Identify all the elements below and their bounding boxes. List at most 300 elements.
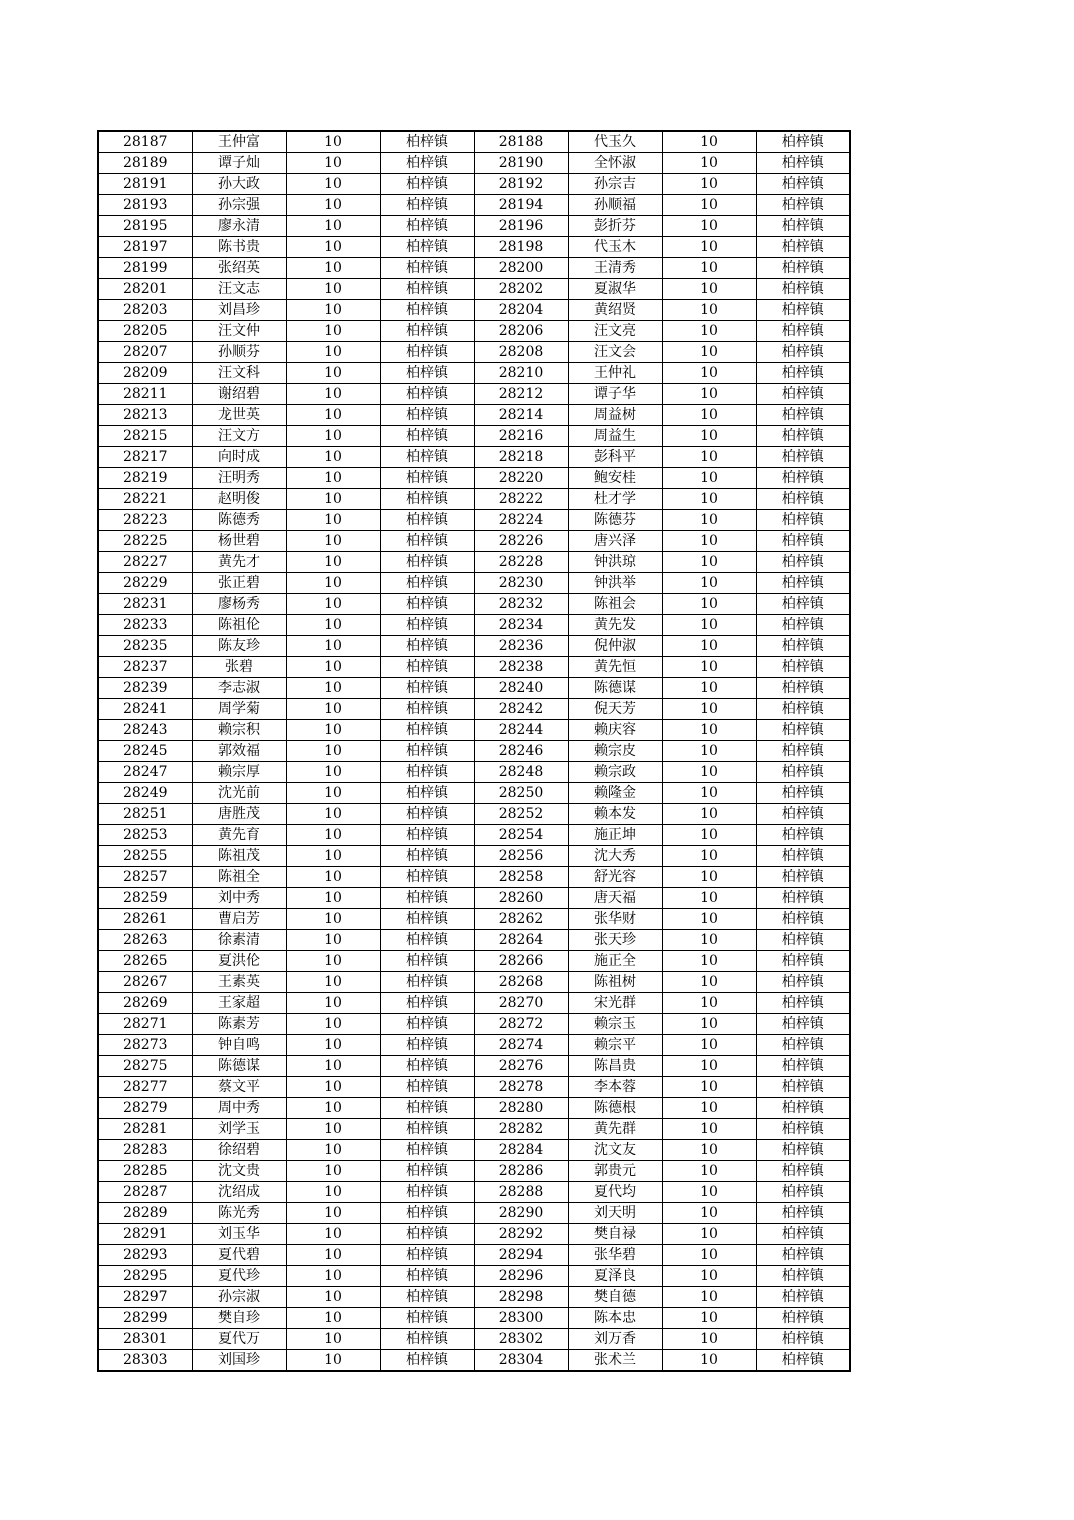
table-row: [98, 363, 850, 384]
town-cell: 柏梓镇: [380, 888, 474, 909]
name-cell: 李本蓉: [568, 1077, 662, 1098]
id-cell: 28276: [474, 1056, 568, 1077]
amount-cell: 10: [286, 573, 380, 594]
amount-cell: 10: [286, 153, 380, 174]
name-cell: 陈德秀: [192, 510, 286, 531]
amount-cell: 10: [662, 930, 756, 951]
table-row: [98, 783, 850, 804]
table-row: [98, 279, 850, 300]
id-cell: 28280: [474, 1098, 568, 1119]
id-cell: 28188: [474, 131, 568, 153]
id-cell: 28222: [474, 489, 568, 510]
town-cell: 柏梓镇: [380, 1182, 474, 1203]
town-cell: 柏梓镇: [756, 510, 850, 531]
name-cell: 陈德谋: [192, 1056, 286, 1077]
table-row: [98, 867, 850, 888]
name-cell: 陈德芬: [568, 510, 662, 531]
id-cell: 28245: [98, 741, 192, 762]
id-cell: 28271: [98, 1014, 192, 1035]
amount-cell: 10: [662, 174, 756, 195]
id-cell: 28203: [98, 300, 192, 321]
name-cell: 刘昌珍: [192, 300, 286, 321]
name-cell: 黄先恒: [568, 657, 662, 678]
town-cell: 柏梓镇: [380, 510, 474, 531]
amount-cell: 10: [286, 426, 380, 447]
id-cell: 28287: [98, 1182, 192, 1203]
amount-cell: 10: [662, 1077, 756, 1098]
table-row: [98, 1014, 850, 1035]
town-cell: 柏梓镇: [380, 153, 474, 174]
amount-cell: 10: [286, 279, 380, 300]
town-cell: 柏梓镇: [380, 1014, 474, 1035]
id-cell: 28284: [474, 1140, 568, 1161]
town-cell: 柏梓镇: [756, 258, 850, 279]
id-cell: 28230: [474, 573, 568, 594]
town-cell: 柏梓镇: [380, 131, 474, 153]
name-cell: 刘天明: [568, 1203, 662, 1224]
name-cell: 赖宗积: [192, 720, 286, 741]
amount-cell: 10: [662, 1287, 756, 1308]
town-cell: 柏梓镇: [756, 930, 850, 951]
id-cell: 28286: [474, 1161, 568, 1182]
name-cell: 王素英: [192, 972, 286, 993]
town-cell: 柏梓镇: [380, 594, 474, 615]
table-row: [98, 678, 850, 699]
amount-cell: 10: [286, 846, 380, 867]
id-cell: 28246: [474, 741, 568, 762]
id-cell: 28232: [474, 594, 568, 615]
id-cell: 28283: [98, 1140, 192, 1161]
town-cell: 柏梓镇: [756, 720, 850, 741]
id-cell: 28213: [98, 405, 192, 426]
amount-cell: 10: [286, 594, 380, 615]
id-cell: 28290: [474, 1203, 568, 1224]
amount-cell: 10: [662, 405, 756, 426]
name-cell: 孙大政: [192, 174, 286, 195]
amount-cell: 10: [662, 216, 756, 237]
name-cell: 樊自禄: [568, 1224, 662, 1245]
town-cell: 柏梓镇: [756, 216, 850, 237]
id-cell: 28263: [98, 930, 192, 951]
table-row: [98, 930, 850, 951]
id-cell: 28268: [474, 972, 568, 993]
table-row: [98, 699, 850, 720]
id-cell: 28216: [474, 426, 568, 447]
amount-cell: 10: [662, 573, 756, 594]
name-cell: 黄先育: [192, 825, 286, 846]
id-cell: 28265: [98, 951, 192, 972]
amount-cell: 10: [662, 615, 756, 636]
amount-cell: 10: [662, 1350, 756, 1372]
id-cell: 28298: [474, 1287, 568, 1308]
id-cell: 28196: [474, 216, 568, 237]
town-cell: 柏梓镇: [756, 1161, 850, 1182]
amount-cell: 10: [662, 321, 756, 342]
id-cell: 28204: [474, 300, 568, 321]
amount-cell: 10: [286, 657, 380, 678]
name-cell: 李志淑: [192, 678, 286, 699]
amount-cell: 10: [662, 384, 756, 405]
name-cell: 徐素清: [192, 930, 286, 951]
name-cell: 陈德谋: [568, 678, 662, 699]
id-cell: 28250: [474, 783, 568, 804]
name-cell: 赖庆容: [568, 720, 662, 741]
id-cell: 28267: [98, 972, 192, 993]
id-cell: 28190: [474, 153, 568, 174]
table-row: [98, 447, 850, 468]
id-cell: 28195: [98, 216, 192, 237]
name-cell: 沈大秀: [568, 846, 662, 867]
town-cell: 柏梓镇: [756, 1203, 850, 1224]
town-cell: 柏梓镇: [756, 1329, 850, 1350]
id-cell: 28288: [474, 1182, 568, 1203]
id-cell: 28302: [474, 1329, 568, 1350]
amount-cell: 10: [286, 552, 380, 573]
name-cell: 彭折芬: [568, 216, 662, 237]
name-cell: 张华碧: [568, 1245, 662, 1266]
amount-cell: 10: [662, 720, 756, 741]
name-cell: 沈文友: [568, 1140, 662, 1161]
town-cell: 柏梓镇: [756, 447, 850, 468]
table-row: [98, 1245, 850, 1266]
id-cell: 28225: [98, 531, 192, 552]
town-cell: 柏梓镇: [756, 573, 850, 594]
town-cell: 柏梓镇: [380, 489, 474, 510]
amount-cell: 10: [662, 594, 756, 615]
town-cell: 柏梓镇: [380, 1098, 474, 1119]
id-cell: 28281: [98, 1119, 192, 1140]
town-cell: 柏梓镇: [380, 846, 474, 867]
id-cell: 28235: [98, 636, 192, 657]
name-cell: 周益生: [568, 426, 662, 447]
town-cell: 柏梓镇: [756, 1119, 850, 1140]
amount-cell: 10: [286, 237, 380, 258]
town-cell: 柏梓镇: [380, 195, 474, 216]
id-cell: 28252: [474, 804, 568, 825]
name-cell: 夏代珍: [192, 1266, 286, 1287]
id-cell: 28255: [98, 846, 192, 867]
id-cell: 28253: [98, 825, 192, 846]
amount-cell: 10: [662, 153, 756, 174]
name-cell: 唐胜茂: [192, 804, 286, 825]
name-cell: 赖宗政: [568, 762, 662, 783]
town-cell: 柏梓镇: [380, 1203, 474, 1224]
town-cell: 柏梓镇: [380, 699, 474, 720]
id-cell: 28233: [98, 615, 192, 636]
name-cell: 赖本发: [568, 804, 662, 825]
amount-cell: 10: [286, 972, 380, 993]
town-cell: 柏梓镇: [756, 342, 850, 363]
name-cell: 夏代万: [192, 1329, 286, 1350]
town-cell: 柏梓镇: [756, 1224, 850, 1245]
amount-cell: 10: [662, 531, 756, 552]
name-cell: 谢绍碧: [192, 384, 286, 405]
name-cell: 郭效福: [192, 741, 286, 762]
town-cell: 柏梓镇: [380, 972, 474, 993]
id-cell: 28194: [474, 195, 568, 216]
id-cell: 28274: [474, 1035, 568, 1056]
amount-cell: 10: [662, 1203, 756, 1224]
name-cell: 钟洪举: [568, 573, 662, 594]
name-cell: 唐兴泽: [568, 531, 662, 552]
id-cell: 28248: [474, 762, 568, 783]
name-cell: 钟自鸣: [192, 1035, 286, 1056]
id-cell: 28269: [98, 993, 192, 1014]
town-cell: 柏梓镇: [380, 636, 474, 657]
amount-cell: 10: [286, 636, 380, 657]
town-cell: 柏梓镇: [756, 1077, 850, 1098]
table-row: [98, 174, 850, 195]
town-cell: 柏梓镇: [756, 909, 850, 930]
amount-cell: 10: [286, 489, 380, 510]
town-cell: 柏梓镇: [756, 804, 850, 825]
table-row: [98, 426, 850, 447]
town-cell: 柏梓镇: [756, 741, 850, 762]
town-cell: 柏梓镇: [380, 1035, 474, 1056]
name-cell: 施正全: [568, 951, 662, 972]
town-cell: 柏梓镇: [380, 741, 474, 762]
amount-cell: 10: [286, 762, 380, 783]
table-row: [98, 972, 850, 993]
amount-cell: 10: [286, 1056, 380, 1077]
amount-cell: 10: [662, 300, 756, 321]
amount-cell: 10: [662, 741, 756, 762]
table-row: [98, 1161, 850, 1182]
town-cell: 柏梓镇: [756, 615, 850, 636]
amount-cell: 10: [286, 699, 380, 720]
table-row: [98, 468, 850, 489]
amount-cell: 10: [662, 846, 756, 867]
id-cell: 28301: [98, 1329, 192, 1350]
id-cell: 28264: [474, 930, 568, 951]
name-cell: 樊自德: [568, 1287, 662, 1308]
id-cell: 28273: [98, 1035, 192, 1056]
id-cell: 28292: [474, 1224, 568, 1245]
name-cell: 彭科平: [568, 447, 662, 468]
name-cell: 全怀淑: [568, 153, 662, 174]
town-cell: 柏梓镇: [380, 657, 474, 678]
town-cell: 柏梓镇: [380, 1140, 474, 1161]
amount-cell: 10: [286, 1203, 380, 1224]
table-row: [98, 762, 850, 783]
amount-cell: 10: [286, 1140, 380, 1161]
town-cell: 柏梓镇: [756, 195, 850, 216]
amount-cell: 10: [286, 131, 380, 153]
table-row: [98, 342, 850, 363]
id-cell: 28215: [98, 426, 192, 447]
name-cell: 赖宗皮: [568, 741, 662, 762]
id-cell: 28289: [98, 1203, 192, 1224]
amount-cell: 10: [662, 762, 756, 783]
town-cell: 柏梓镇: [380, 1329, 474, 1350]
town-cell: 柏梓镇: [380, 1287, 474, 1308]
town-cell: 柏梓镇: [380, 993, 474, 1014]
id-cell: 28224: [474, 510, 568, 531]
town-cell: 柏梓镇: [756, 237, 850, 258]
amount-cell: 10: [286, 321, 380, 342]
name-cell: 代玉木: [568, 237, 662, 258]
id-cell: 28258: [474, 867, 568, 888]
town-cell: 柏梓镇: [380, 867, 474, 888]
amount-cell: 10: [662, 1266, 756, 1287]
id-cell: 28296: [474, 1266, 568, 1287]
table-row: [98, 573, 850, 594]
id-cell: 28207: [98, 342, 192, 363]
name-cell: 孙宗吉: [568, 174, 662, 195]
id-cell: 28260: [474, 888, 568, 909]
amount-cell: 10: [662, 804, 756, 825]
id-cell: 28278: [474, 1077, 568, 1098]
name-cell: 郭贵元: [568, 1161, 662, 1182]
table-row: [98, 237, 850, 258]
id-cell: 28223: [98, 510, 192, 531]
id-cell: 28261: [98, 909, 192, 930]
amount-cell: 10: [286, 1224, 380, 1245]
name-cell: 赵明俊: [192, 489, 286, 510]
name-cell: 张碧: [192, 657, 286, 678]
amount-cell: 10: [286, 405, 380, 426]
town-cell: 柏梓镇: [756, 1140, 850, 1161]
town-cell: 柏梓镇: [756, 468, 850, 489]
name-cell: 杨世碧: [192, 531, 286, 552]
amount-cell: 10: [662, 426, 756, 447]
amount-cell: 10: [286, 1350, 380, 1372]
amount-cell: 10: [286, 930, 380, 951]
town-cell: 柏梓镇: [380, 384, 474, 405]
name-cell: 夏泽良: [568, 1266, 662, 1287]
name-cell: 谭子灿: [192, 153, 286, 174]
name-cell: 汪文亮: [568, 321, 662, 342]
name-cell: 廖永清: [192, 216, 286, 237]
amount-cell: 10: [286, 1077, 380, 1098]
amount-cell: 10: [286, 1035, 380, 1056]
town-cell: 柏梓镇: [380, 573, 474, 594]
name-cell: 陈友珍: [192, 636, 286, 657]
id-cell: 28231: [98, 594, 192, 615]
amount-cell: 10: [286, 258, 380, 279]
id-cell: 28211: [98, 384, 192, 405]
amount-cell: 10: [662, 195, 756, 216]
town-cell: 柏梓镇: [756, 678, 850, 699]
name-cell: 汪文仲: [192, 321, 286, 342]
name-cell: 夏代碧: [192, 1245, 286, 1266]
town-cell: 柏梓镇: [756, 846, 850, 867]
name-cell: 汪文志: [192, 279, 286, 300]
name-cell: 汪明秀: [192, 468, 286, 489]
town-cell: 柏梓镇: [756, 888, 850, 909]
name-cell: 刘国珍: [192, 1350, 286, 1372]
amount-cell: 10: [286, 825, 380, 846]
id-cell: 28277: [98, 1077, 192, 1098]
amount-cell: 10: [662, 657, 756, 678]
amount-cell: 10: [662, 951, 756, 972]
name-cell: 刘玉华: [192, 1224, 286, 1245]
name-cell: 王家超: [192, 993, 286, 1014]
table-row: [98, 510, 850, 531]
town-cell: 柏梓镇: [756, 552, 850, 573]
town-cell: 柏梓镇: [380, 300, 474, 321]
amount-cell: 10: [286, 174, 380, 195]
id-cell: 28256: [474, 846, 568, 867]
table-row: [98, 405, 850, 426]
amount-cell: 10: [286, 1119, 380, 1140]
table-row: [98, 993, 850, 1014]
name-cell: 徐绍碧: [192, 1140, 286, 1161]
name-cell: 黄先才: [192, 552, 286, 573]
table-row: [98, 825, 850, 846]
amount-cell: 10: [662, 279, 756, 300]
town-cell: 柏梓镇: [756, 1056, 850, 1077]
name-cell: 陈本忠: [568, 1308, 662, 1329]
amount-cell: 10: [286, 1014, 380, 1035]
roster-table-body: [98, 131, 850, 1371]
amount-cell: 10: [286, 468, 380, 489]
name-cell: 汪文科: [192, 363, 286, 384]
table-row: [98, 384, 850, 405]
table-row: [98, 1224, 850, 1245]
town-cell: 柏梓镇: [756, 405, 850, 426]
town-cell: 柏梓镇: [756, 131, 850, 153]
amount-cell: 10: [662, 131, 756, 153]
id-cell: 28221: [98, 489, 192, 510]
id-cell: 28291: [98, 1224, 192, 1245]
town-cell: 柏梓镇: [756, 174, 850, 195]
town-cell: 柏梓镇: [756, 1182, 850, 1203]
amount-cell: 10: [662, 867, 756, 888]
name-cell: 杜才学: [568, 489, 662, 510]
name-cell: 曹启芳: [192, 909, 286, 930]
amount-cell: 10: [662, 510, 756, 531]
amount-cell: 10: [662, 1014, 756, 1035]
name-cell: 夏洪伦: [192, 951, 286, 972]
amount-cell: 10: [662, 552, 756, 573]
town-cell: 柏梓镇: [756, 594, 850, 615]
id-cell: 28205: [98, 321, 192, 342]
id-cell: 28303: [98, 1350, 192, 1372]
town-cell: 柏梓镇: [756, 489, 850, 510]
id-cell: 28214: [474, 405, 568, 426]
name-cell: 唐天福: [568, 888, 662, 909]
town-cell: 柏梓镇: [756, 972, 850, 993]
amount-cell: 10: [286, 1161, 380, 1182]
table-row: [98, 1182, 850, 1203]
amount-cell: 10: [662, 1098, 756, 1119]
name-cell: 陈祖全: [192, 867, 286, 888]
town-cell: 柏梓镇: [380, 720, 474, 741]
amount-cell: 10: [662, 783, 756, 804]
amount-cell: 10: [286, 1287, 380, 1308]
table-row: [98, 1329, 850, 1350]
town-cell: 柏梓镇: [380, 426, 474, 447]
table-row: [98, 552, 850, 573]
table-row: [98, 888, 850, 909]
amount-cell: 10: [286, 363, 380, 384]
name-cell: 陈书贵: [192, 237, 286, 258]
town-cell: 柏梓镇: [756, 657, 850, 678]
table-row: [98, 1119, 850, 1140]
town-cell: 柏梓镇: [756, 384, 850, 405]
name-cell: 陈德根: [568, 1098, 662, 1119]
town-cell: 柏梓镇: [380, 258, 474, 279]
amount-cell: 10: [286, 1329, 380, 1350]
town-cell: 柏梓镇: [756, 1350, 850, 1372]
id-cell: 28240: [474, 678, 568, 699]
amount-cell: 10: [662, 636, 756, 657]
town-cell: 柏梓镇: [380, 237, 474, 258]
town-cell: 柏梓镇: [380, 1056, 474, 1077]
town-cell: 柏梓镇: [380, 531, 474, 552]
table-row: [98, 258, 850, 279]
